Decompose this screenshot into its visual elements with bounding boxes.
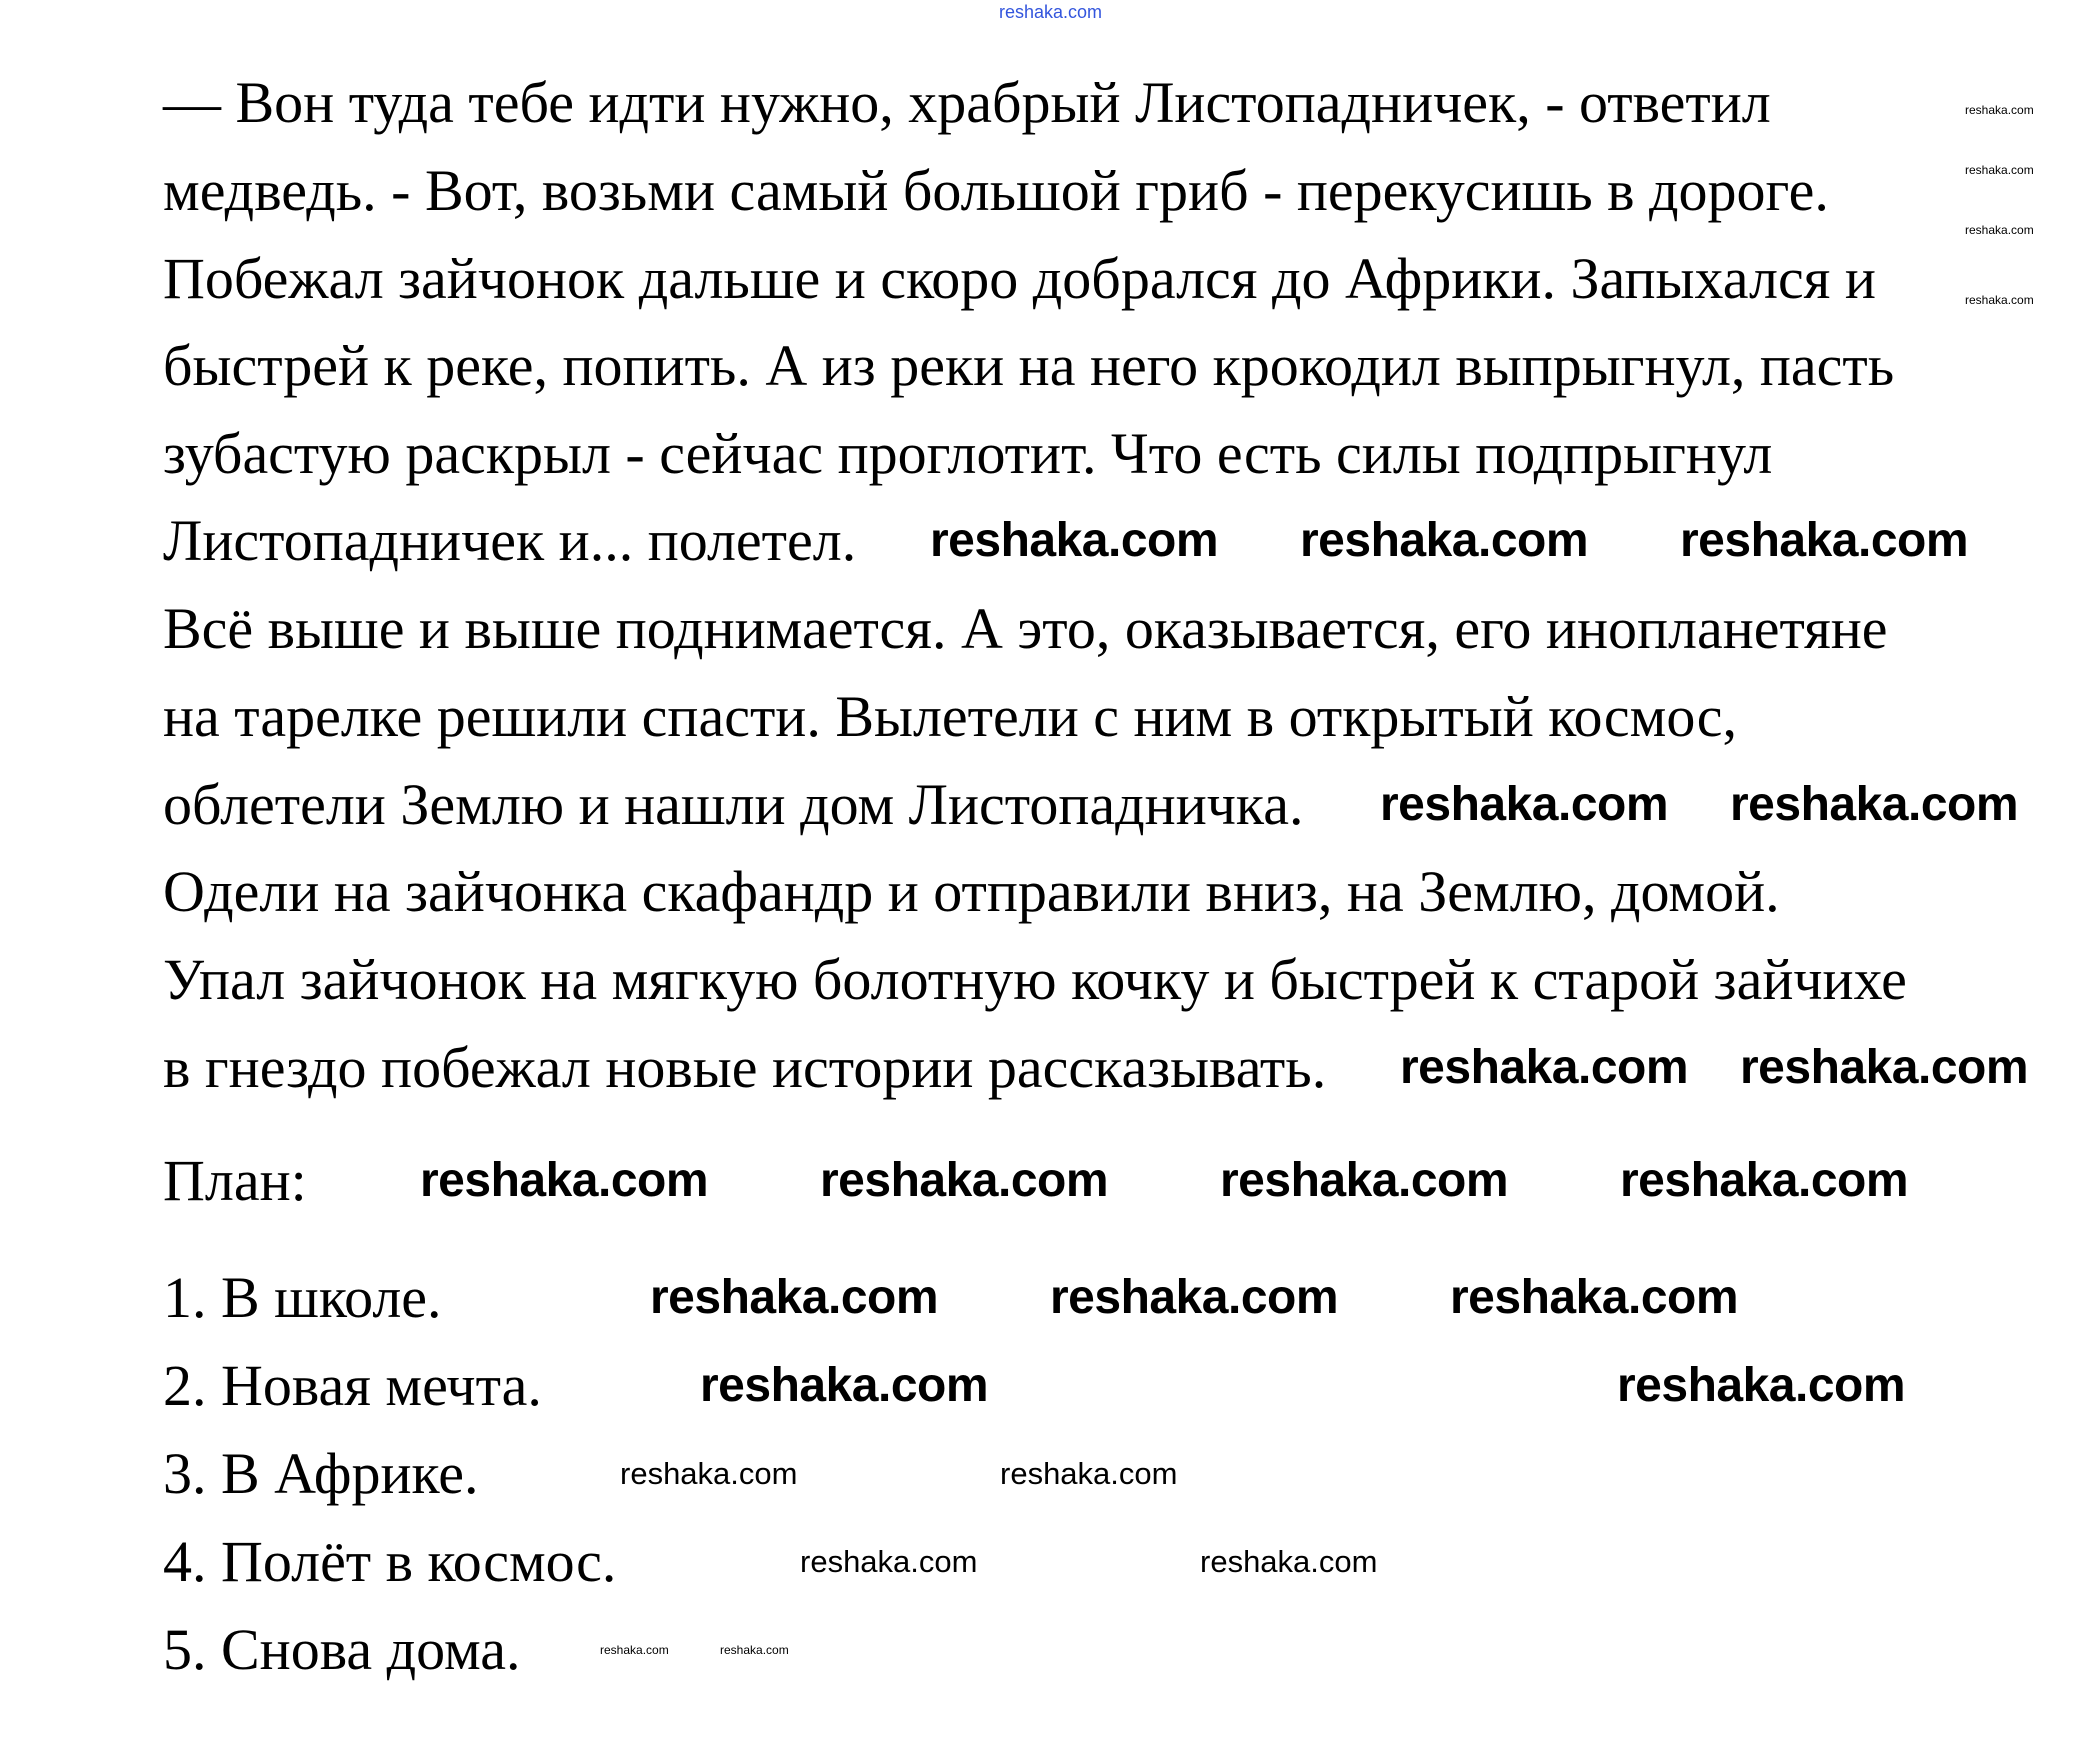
watermark: reshaka.com [800,1544,978,1579]
watermark: reshaka.com [1450,1271,1739,1324]
story-line: Всё выше и выше поднимается. А это, оказывается, его инопланетяне [163,596,1888,661]
story-line: медведь. - Вот, возьми самый большой гриб - перекусишь в дороге. [163,158,1829,223]
watermark: reshaka.com [1200,1544,1378,1579]
plan-title: План: [163,1148,307,1213]
watermark: reshaka.com [1965,163,2034,177]
watermark: reshaka.com [600,1643,669,1657]
watermark: reshaka.com [620,1456,798,1491]
watermark: reshaka.com [1380,778,1669,831]
watermark: reshaka.com [1000,1456,1178,1491]
watermark: reshaka.com [1300,514,1589,567]
watermark: reshaka.com [420,1154,709,1207]
plan-item: 5. Снова дома. [163,1617,521,1682]
watermark: reshaka.com [1050,1271,1339,1324]
story-line: Одели на зайчонка скафандр и отправили вниз, на Землю, домой. [163,859,1780,924]
watermark: reshaka.com [1617,1359,1906,1412]
plan-item: 1. В школе. [163,1265,442,1330]
watermark: reshaka.com [930,514,1219,567]
watermark: reshaka.com [1400,1041,1689,1094]
story-line: быстрей к реке, попить. А из реки на него крокодил выпрыгнул, пасть [163,333,1895,398]
header-watermark[interactable]: reshaka.com [999,2,1103,22]
watermark: reshaka.com [1680,514,1969,567]
watermark: reshaka.com [1965,223,2034,237]
watermark: reshaka.com [650,1271,939,1324]
watermark: reshaka.com [1965,293,2034,307]
watermark: reshaka.com [1620,1154,1909,1207]
watermark: reshaka.com [720,1643,789,1657]
story-line: зубастую раскрыл - сейчас проглотит. Что есть силы подпрыгнул [163,421,1773,486]
story-line: — Вон туда тебе идти нужно, храбрый Листопадничек, - ответил [163,70,1771,135]
story-line: Упал зайчонок на мягкую болотную кочку и быстрей к старой зайчихе [163,947,1907,1012]
watermark: reshaka.com [1965,103,2034,117]
story-line: Листопадничек и... полетел. [163,508,857,573]
watermark: reshaka.com [1220,1154,1509,1207]
watermark: reshaka.com [700,1359,989,1412]
plan-item: 4. Полёт в космос. [163,1529,617,1594]
watermark: reshaka.com [820,1154,1109,1207]
story-line: облетели Землю и нашли дом Листопадничка. [163,772,1304,837]
story-line: в гнездо побежал новые истории рассказывать. [163,1035,1327,1100]
plan-item: 2. Новая мечта. [163,1353,542,1418]
watermark: reshaka.com [1730,778,2019,831]
watermark: reshaka.com [1740,1041,2029,1094]
story-line: на тарелке решили спасти. Вылетели с ним в открытый космос, [163,684,1738,749]
plan-item: 3. В Африке. [163,1441,479,1506]
story-line: Побежал зайчонок дальше и скоро добрался до Африки. Запыхался и [163,246,1876,311]
